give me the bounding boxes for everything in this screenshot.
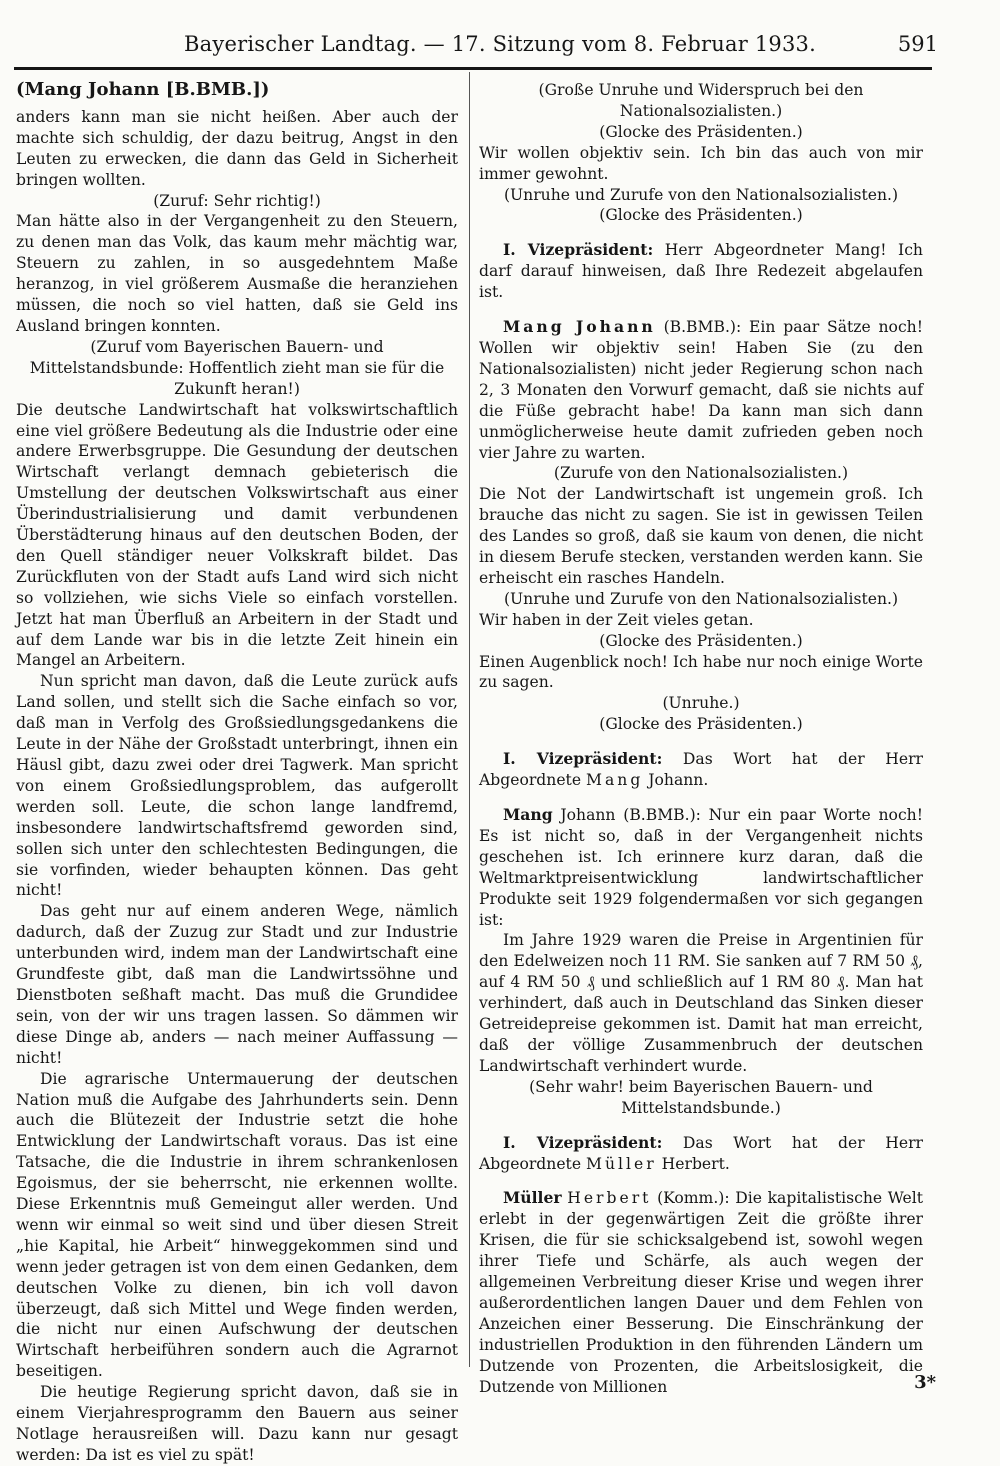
speaker-name: I. Vizepräsident: — [503, 1132, 663, 1152]
speaker-first-name: Herbert — [567, 1189, 652, 1208]
speech-vice-president — [479, 240, 923, 303]
speaker-name: Mang Johann — [503, 317, 656, 337]
named-deputy: Mang — [586, 771, 644, 790]
speech-text: Das Wort hat der Herr Abgeordnete — [479, 750, 923, 790]
interjection: (Unruhe und Zurufe von den Nationalsozialisten.) — [503, 589, 899, 608]
interjection: (Glocke des Präsidenten.) — [599, 206, 803, 225]
paragraph: Die heutige Regierung spricht davon, daß sie in einem Vierjahresprogramm den Bauern aus seiner Notlage herausreißen will. Dazu kann nur gesagt werden: Da ist es viel zu spät! — [16, 1383, 458, 1464]
paragraph: anders kann man sie nicht heißen. Aber auch der machte sich schuldig, der dazu beitrug, Angst in den Leuten zu erwecken, die dann das Geld in Sicherheit bringen wollten. — [16, 107, 458, 189]
paragraph: Im Jahre 1929 waren die Preise in Argentinien für den Edelweizen noch 11 RM. Sie sanken auf 7 RM 50 ₰, auf 4 RM 50 ₰ und schließlich auf 1 RM 80 ₰. Man hat verhindert, daß auch in Deutschland das Sinken dieser Getreidepreise gekommen ist. Damit hat man erreicht, daß der völlige Zusammenbruch der deutschen Landwirtschaft verhindert wurde. — [479, 931, 923, 1075]
interjection: (Zuruf: Sehr richtig!) — [153, 191, 321, 210]
paragraph: Die agrarische Untermauerung der deutschen Nation muß die Aufgabe des Jahrhunderts sein. Denn auch die Blütezeit der Industrie setzt die hohe Entwicklung der Landwirtschaft voraus. Das ist eine Tatsache, die die Industrie in ihrem schrankenlosen Egoismus, der sie beherrscht, nie erkennen wollte. Diese Erkenntnis muß Gemeingut aller werden. Und wenn wir einmal so weit sind und über diesen Streit „hie Kapital, hie Arbeit“ hinweggekommen sind und wenn jeder getragen ist von dem einen Gedanken, dem deutschen Volke zu dienen, bin ich voll davon überzeugt, daß sich Mittel und Wege finden werden, die nicht nur einen Aufschwung der deutschen Wirtschaft herbeiführen sondern auch die Agrarnot beseitigen. — [16, 1069, 458, 1381]
speech-text: (B.BMB.): Ein paar Sätze noch! Wollen wir objektiv sein! Haben Sie (zu den Nationalsozialisten) nicht jeder Regierung schon nach 2, 3 Monaten den Vorwurf gemacht, daß sie nichts auf die Füße gebracht habe! Da kann man sich dann unmöglicherweise heute damit zufrieden geben noch vier Jahre zu warten. — [479, 318, 923, 462]
page-number: 591 — [897, 32, 938, 56]
paragraph: Das geht nur auf einem anderen Wege, nämlich dadurch, daß der Zuzug zur Stadt und zur Industrie unterbunden wird, indem man der Landwirtschaft eine Grundfeste gibt, daß man die Landwirtssöhne und Dienstboten seßhaft macht. Das muß die Grundidee sein, von der wir uns tragen lassen. So dämmen wir diese Dinge ab, anders — nach meiner Auffassung — nicht! — [16, 902, 458, 1067]
paragraph: Einen Augenblick noch! Ich habe nur noch einige Worte zu sagen. — [479, 652, 923, 692]
interjection: (Unruhe.) — [662, 694, 740, 713]
paragraph: Wir haben in der Zeit vieles getan. — [479, 610, 754, 629]
speech-text: Johann. — [648, 771, 709, 790]
interjection: (Glocke des Präsidenten.) — [599, 122, 803, 141]
paragraph: Die deutsche Landwirtschaft hat volkswirtschaftlich eine viel größere Bedeutung als die Industrie oder eine andere Erwerbsgruppe. Die Gesundung der deutschen Wirtschaft verlangt demnach gebieterisch die Umstellung der deutschen Volkswirtschaft aus einer Überindustrialisierung und damit verbundenen Überstädterung hinaus auf den deutschen Boden, der den Quell ständiger neuer Volkskraft bildet. Das Zurückfluten von der Stadt aufs Land wird sich nicht so vollziehen, wie sichs Viele so einfach vorstellen. Jetzt hat man Überfluß an Arbeitern in der Stadt und auf dem Lande war bis in die letzte Zeit hinein ein Mangel an Arbeitern. — [16, 400, 458, 670]
speech-vice-president — [479, 1133, 923, 1175]
named-deputy: Müller — [586, 1154, 657, 1173]
speech-mang — [479, 805, 923, 930]
speech-vice-president — [479, 749, 923, 791]
paragraph: Wir wollen objektiv sein. Ich bin das auch von mir immer gewohnt. — [479, 143, 923, 183]
speech-text: Herr Abgeordneter Mang! Ich darf darauf hinweisen, daß Ihre Redezeit abgelaufen ist. — [479, 241, 923, 302]
left-column — [16, 80, 458, 1466]
running-title: Bayerischer Landtag. — 17. Sitzung vom 8. Februar 1933. — [184, 32, 816, 56]
paragraph: Nun spricht man davon, daß die Leute zurück aufs Land sollen, und stellt sich die Sache einfach so vor, daß man in Verfolg des Großsiedlungsgedankens die Leute in der Nähe der Großstadt unterbringt, ihnen ein Häusl gibt, dazu zwei oder drei Tagwerk. Man spricht von einem Großsiedlungsproblem, das aufgerollt werden soll. Leute, die schon lange landfremd, insbesondere landwirtschaftsfremd geworden sind, sollen sich unter den schlechtesten Bedingungen, die sie vorfinden, wieder behaupten können. Das geht nicht! — [16, 672, 458, 900]
signature-mark: 3* — [914, 1372, 936, 1393]
speech-text: (Komm.): Die kapitalistische Welt erlebt in der gegenwärtigen Zeit die größte ihrer Krisen, die für sie schicksalgebend ist, sowohl wegen ihrer Tiefe und Schärfe, als auch wegen der allgemeinen Verbreitung dieser Krise und wegen ihrer außerordentlichen langen Dauer und dem Fehlen von Anzeichen einer Besserung. Die Einschränkung der industriellen Produktion in den führenden Ländern um Dutzende von Prozenten, die Arbeitslosigkeit, die Dutzende von Millionen — [479, 1189, 923, 1396]
interjection: (Zurufe von den Nationalsozialisten.) — [553, 464, 849, 483]
speaker-name: Mang — [503, 805, 553, 824]
interjection: (Glocke des Präsidenten.) — [599, 715, 803, 734]
speech-text: Johann (B.BMB.): Nur ein paar Worte noch! Es ist nicht so, daß in der Vergangenheit nichts geschehen ist. Ich erinnere kurz daran, daß die Weltmarktpreisentwicklung landwirtschaftlicher Produkte seit 1929 folgendermaßen vor sich gegangen ist: — [479, 806, 923, 929]
right-column — [479, 80, 923, 1397]
page-header — [0, 30, 1000, 60]
continued-speaker-heading: (Mang Johann [B.BMB.]) — [16, 79, 270, 100]
interjection: (Große Unruhe und Widerspruch bei den Nationalsozialisten.) — [538, 81, 864, 120]
speaker-name: I. Vizepräsident: — [503, 749, 663, 769]
speaker-name: Müller — [503, 1188, 562, 1208]
paragraph: Die Not der Landwirtschaft ist ungemein groß. Ich brauche das nicht zu sagen. Sie ist in gewissen Teilen des Landes so groß, daß sie kaum von denen, die nicht in diesem Berufe stecken, verstanden werden kann. Sie erheischt ein rasches Handeln. — [479, 485, 923, 587]
speech-mueller — [479, 1188, 923, 1397]
interjection: (Unruhe und Zurufe von den Nationalsozialisten.) — [503, 185, 899, 204]
column-divider — [469, 72, 470, 1367]
speech-text: Das Wort hat der Herr Abgeordnete — [479, 1133, 923, 1173]
interjection: (Glocke des Präsidenten.) — [599, 631, 803, 650]
header-rule — [14, 67, 932, 70]
speech-text: Herbert. — [661, 1154, 730, 1173]
speaker-name: I. Vizepräsident: — [503, 240, 654, 260]
interjection: (Sehr wahr! beim Bayerischen Bauern- und Mittelstandsbunde.) — [529, 1077, 873, 1117]
paragraph: Man hätte also in der Vergangenheit zu den Steuern, zu denen man das Volk, das kaum mehr mächtig war, Steuern zu zahlen, in so ausgedehntem Maße heranzog, in viel größerem Ausmaße die heranziehen müssen, die noch so viel hatten, daß sie Geld ins Ausland bringen konnten. — [16, 212, 458, 335]
speech-mang — [479, 317, 923, 463]
interjection: (Zuruf vom Bayerischen Bauern- und Mittelstandsbunde: Hoffentlich zieht man sie für die Zukunft heran!) — [29, 337, 445, 398]
